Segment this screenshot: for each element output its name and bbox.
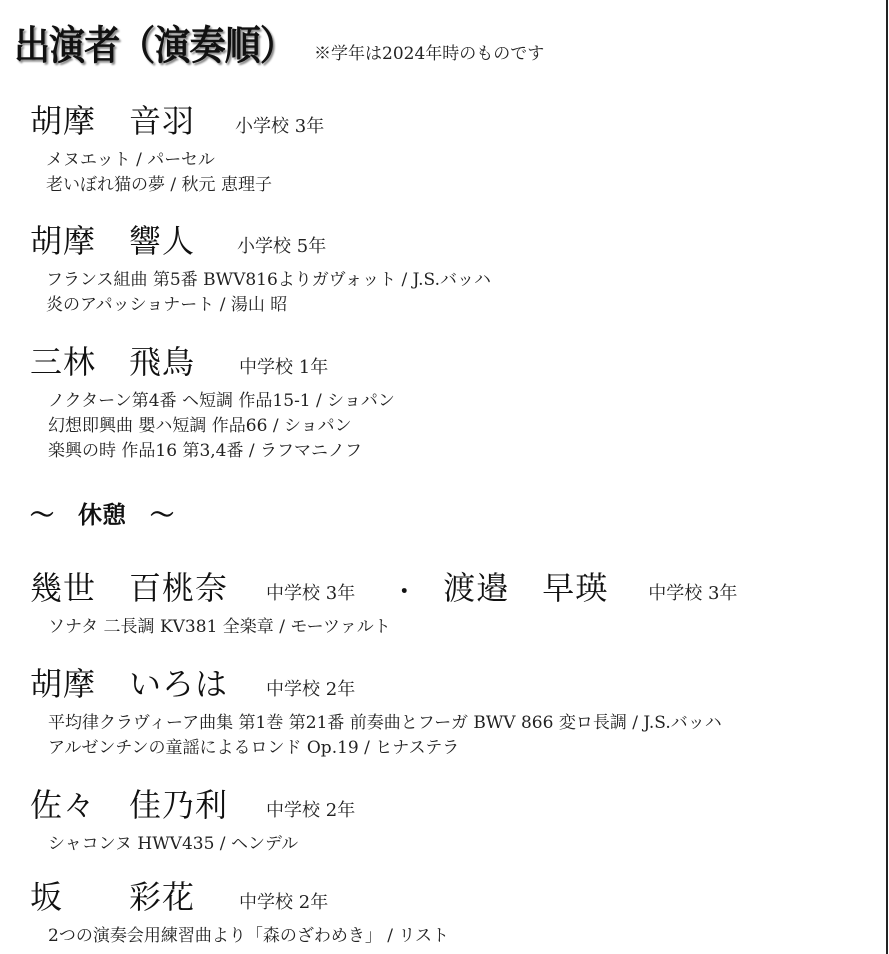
performer-grade: 小学校 5年 xyxy=(237,236,327,257)
performer-entry xyxy=(30,780,355,857)
work-list xyxy=(30,924,449,949)
work-item: シャコンヌ HWV435 / ヘンデル xyxy=(48,834,299,854)
work-list xyxy=(30,832,355,857)
performer-name: 胡摩 音羽 xyxy=(30,102,196,140)
grade-note: ※学年は2024年時のものです xyxy=(314,44,545,64)
work-list xyxy=(30,268,491,318)
work-list xyxy=(30,148,324,198)
work-item: メヌエット / パーセル xyxy=(46,150,215,170)
work-list xyxy=(30,615,737,640)
work-item: 幻想即興曲 嬰ハ短調 作品66 / ショパン xyxy=(48,416,352,436)
performer-grade: 中学校 3年 xyxy=(648,583,738,604)
performer-grade: 中学校 2年 xyxy=(266,679,356,700)
performer-duo-entry xyxy=(30,563,737,640)
work-list xyxy=(30,389,395,464)
work-item: ソナタ 二長調 KV381 全楽章 / モーツァルト xyxy=(48,617,391,637)
work-item: 平均律クラヴィーア曲集 第1巻 第21番 前奏曲とフーガ BWV 866 変ロ長調 / J.S.バッハ xyxy=(48,713,722,733)
work-item: 楽興の時 作品16 第3,4番 / ラフマニノフ xyxy=(48,441,363,461)
performer-name: 坂 彩花 xyxy=(30,878,196,916)
performer-entry xyxy=(30,337,395,464)
performer-name: 幾世 百桃奈 xyxy=(30,569,229,607)
performer-entry xyxy=(30,659,722,761)
work-item: ノクターン第4番 ヘ短調 作品15-1 / ショパン xyxy=(48,391,395,411)
performer-grade: 小学校 3年 xyxy=(235,116,325,137)
work-item: アルゼンチンの童謡によるロンド Op.19 / ヒナステラ xyxy=(48,738,460,758)
page-right-border xyxy=(886,0,888,954)
performer-name: 胡摩 いろは xyxy=(30,665,229,703)
page-title: 出演者（演奏順） xyxy=(14,22,295,69)
performer-name: 渡邉 早瑛 xyxy=(443,569,609,607)
intermission-label: ～ 休憩 ～ xyxy=(30,500,174,529)
work-item: 2つの演奏会用練習曲より「森のざわめき」 / リスト xyxy=(48,926,450,946)
performer-name: 佐々 佳乃利 xyxy=(30,786,229,824)
performer-grade: 中学校 3年 xyxy=(266,583,356,604)
performer-grade: 中学校 2年 xyxy=(266,800,356,821)
performer-grade: 中学校 2年 xyxy=(239,892,329,913)
performer-grade: 中学校 1年 xyxy=(239,357,329,378)
work-item: 老いぼれ猫の夢 / 秋元 恵理子 xyxy=(46,175,272,195)
performer-entry xyxy=(30,872,449,949)
performer-entry xyxy=(30,216,491,318)
performer-name: 胡摩 響人 xyxy=(30,222,196,260)
work-item: フランス組曲 第5番 BWV816よりガヴォット / J.S.バッハ xyxy=(46,270,492,290)
duo-separator: ・ xyxy=(393,579,416,605)
header xyxy=(14,14,544,71)
work-item: 炎のアパッショナート / 湯山 昭 xyxy=(46,295,288,315)
performer-entry xyxy=(30,96,324,198)
work-list xyxy=(30,711,722,761)
performer-name: 三林 飛鳥 xyxy=(30,343,196,381)
